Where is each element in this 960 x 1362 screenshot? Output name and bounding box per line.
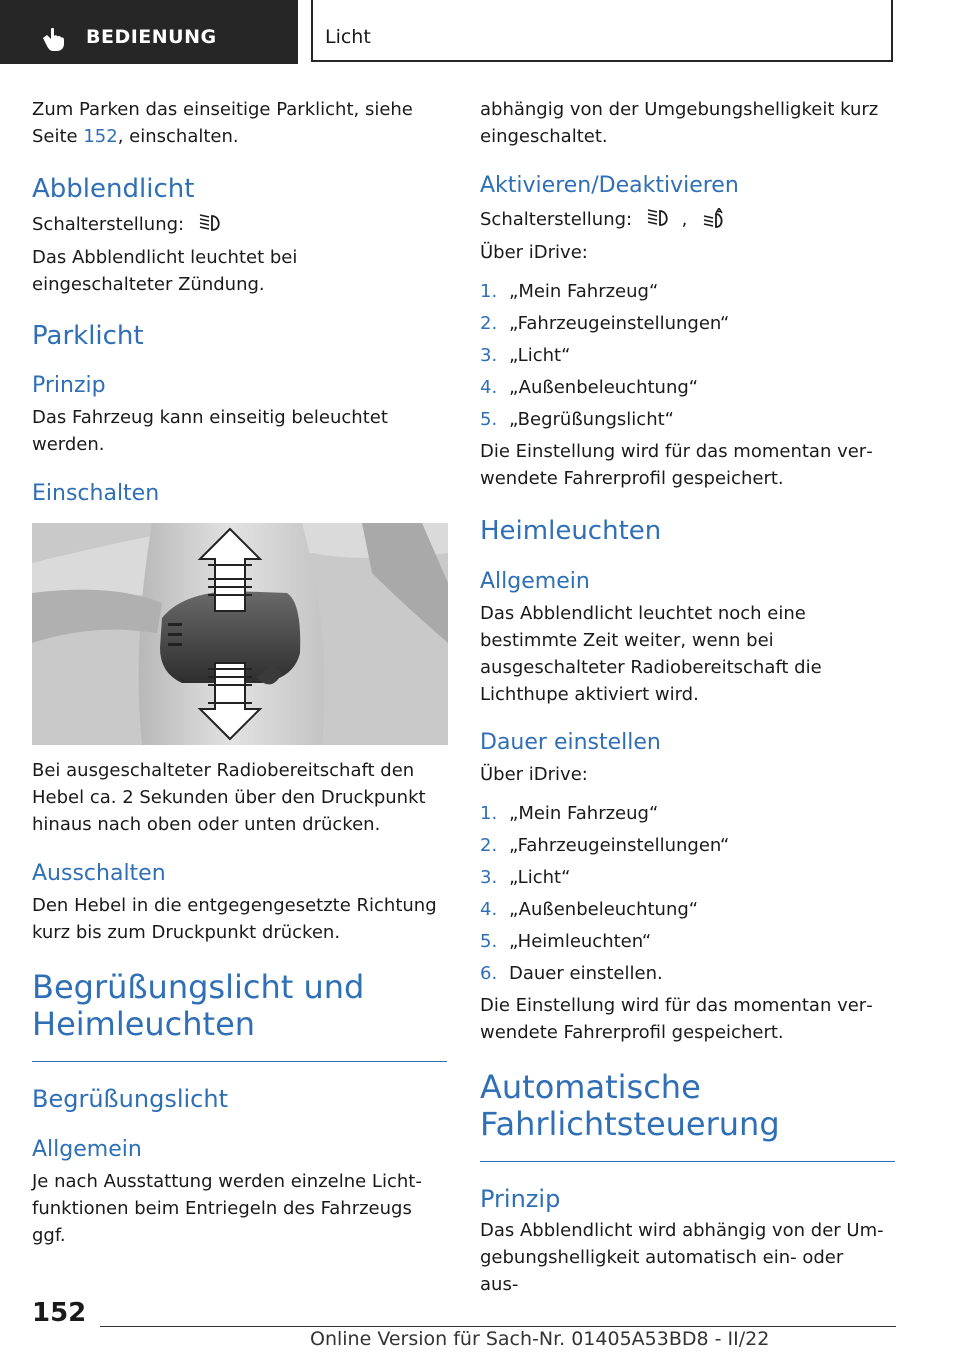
prinzip-heading-right: Prinzip xyxy=(480,1185,561,1213)
continued-text: abhängig von der Umgebungshelligkeit kurz eingeschaltet. xyxy=(480,99,879,147)
einschalten-heading: Einschalten xyxy=(32,481,160,506)
list-item: 1. „Mein Fahrzeug“ xyxy=(480,281,659,302)
pointing-hand-icon xyxy=(40,26,66,52)
prinzip-text: Das Fahrzeug kann einseitig beleuchtet werden. xyxy=(32,407,388,455)
list-item: 4. „Außenbeleuchtung“ xyxy=(480,377,699,398)
page-number: 152 xyxy=(32,1298,87,1328)
heimleuchten-heading: Heimleuchten xyxy=(480,516,662,546)
heading-rule-right xyxy=(480,1161,895,1162)
saved-text-2: Die Einstellung wird für das momentan verwendete Fahrerprofil gespeichert. xyxy=(480,995,873,1043)
prinzip-text-right: Das Abblendlicht wird abhängig von der Umgebungshelligkeit automatisch ein- oder aus- xyxy=(480,1220,884,1295)
chapter-tab xyxy=(311,0,893,62)
list-item: 2. „Fahrzeugeinstellungen“ xyxy=(480,835,730,856)
lever-illustration xyxy=(32,523,448,745)
ausschalten-heading: Ausschalten xyxy=(32,861,166,886)
parklicht-heading: Parklicht xyxy=(32,321,144,351)
list-item: 3. „Licht“ xyxy=(480,867,571,888)
left-column xyxy=(32,96,450,1249)
heading-rule xyxy=(32,1061,447,1062)
switch-separator: , xyxy=(681,209,688,230)
lever-illustration-graphic xyxy=(32,523,448,745)
footer-rule xyxy=(100,1326,896,1327)
switch-label: Schalterstellung: xyxy=(32,214,185,235)
page-footer xyxy=(0,1290,960,1362)
abblendlicht-switch-line xyxy=(32,211,450,238)
low-beam-icon xyxy=(646,208,672,228)
list-item: 3. „Licht“ xyxy=(480,345,571,366)
low-beam-icon xyxy=(198,213,224,233)
abblendlicht-text: Das Abblendlicht leuchtet bei eingeschalteter Zündung. xyxy=(32,247,298,295)
online-version-text: Online Version für Sach-Nr. 01405A53BD8 - II/22 xyxy=(310,1328,770,1350)
list-item: 4. „Außenbeleuchtung“ xyxy=(480,899,699,920)
steps-list-2 xyxy=(480,798,898,990)
list-item: 6. Dauer einstellen. xyxy=(480,963,663,984)
intro-text: Zum Parken das einseitige Parklicht, siehe Seite xyxy=(32,99,413,147)
auto-light-icon xyxy=(701,208,727,228)
dauer-heading: Dauer einstellen xyxy=(480,730,661,755)
abblendlicht-heading: Abblendlicht xyxy=(32,174,195,204)
aktivieren-switch-line xyxy=(480,206,898,233)
allgemein-text: Je nach Ausstattung werden einzelne Lichtfunktionen beim Entriegeln des Fahrzeugs ggf. xyxy=(32,1171,422,1246)
allgemein-text-right: Das Abblendlicht leuchtet noch eine bestimmte Zeit weiter, wenn bei ausgeschalteter Radiobereitschaft die Lichthupe aktiviert wird. xyxy=(480,603,822,705)
begruessungslicht-heading: Begrüßungslicht xyxy=(32,1085,228,1113)
idrive-label-2: Über iDrive: xyxy=(480,764,588,785)
list-item: 5. „Begrüßungslicht“ xyxy=(480,409,674,430)
intro-text-end: , einschalten. xyxy=(117,126,239,147)
chapter-label: Licht xyxy=(325,26,371,48)
right-column xyxy=(480,96,898,1298)
switch-label: Schalterstellung: xyxy=(480,209,633,230)
section-label: BEDIENUNG xyxy=(86,26,217,48)
steps-list-1 xyxy=(480,276,898,436)
list-item: 5. „Heimleuchten“ xyxy=(480,931,652,952)
section-tab xyxy=(0,0,298,64)
allgemein-heading: Allgemein xyxy=(32,1137,142,1162)
prinzip-heading: Prinzip xyxy=(32,373,106,398)
aktivieren-heading: Aktivieren/Deaktivieren xyxy=(480,173,739,198)
einschalten-text: Bei ausgeschalteter Radiobereitschaft den Hebel ca. 2 Sekunden über den Druckpunkt hinaus nach oben oder unten drücken. xyxy=(32,760,426,835)
automatische-heading: Automatische Fahrlichtsteuerung xyxy=(480,1068,780,1143)
page-header xyxy=(0,0,960,66)
page-link[interactable]: 152 xyxy=(83,126,118,147)
intro-paragraph xyxy=(32,96,422,150)
list-item: 1. „Mein Fahrzeug“ xyxy=(480,803,659,824)
idrive-label-1: Über iDrive: xyxy=(480,242,588,263)
saved-text-1: Die Einstellung wird für das momentan verwendete Fahrerprofil gespeichert. xyxy=(480,441,873,489)
allgemein-heading-right: Allgemein xyxy=(480,569,590,594)
begruessung-main-heading: Begrüßungslicht und Heimleuchten xyxy=(32,968,365,1043)
ausschalten-text: Den Hebel in die entgegengesetzte Richtung kurz bis zum Druckpunkt drücken. xyxy=(32,895,437,943)
list-item: 2. „Fahrzeugeinstellungen“ xyxy=(480,313,730,334)
